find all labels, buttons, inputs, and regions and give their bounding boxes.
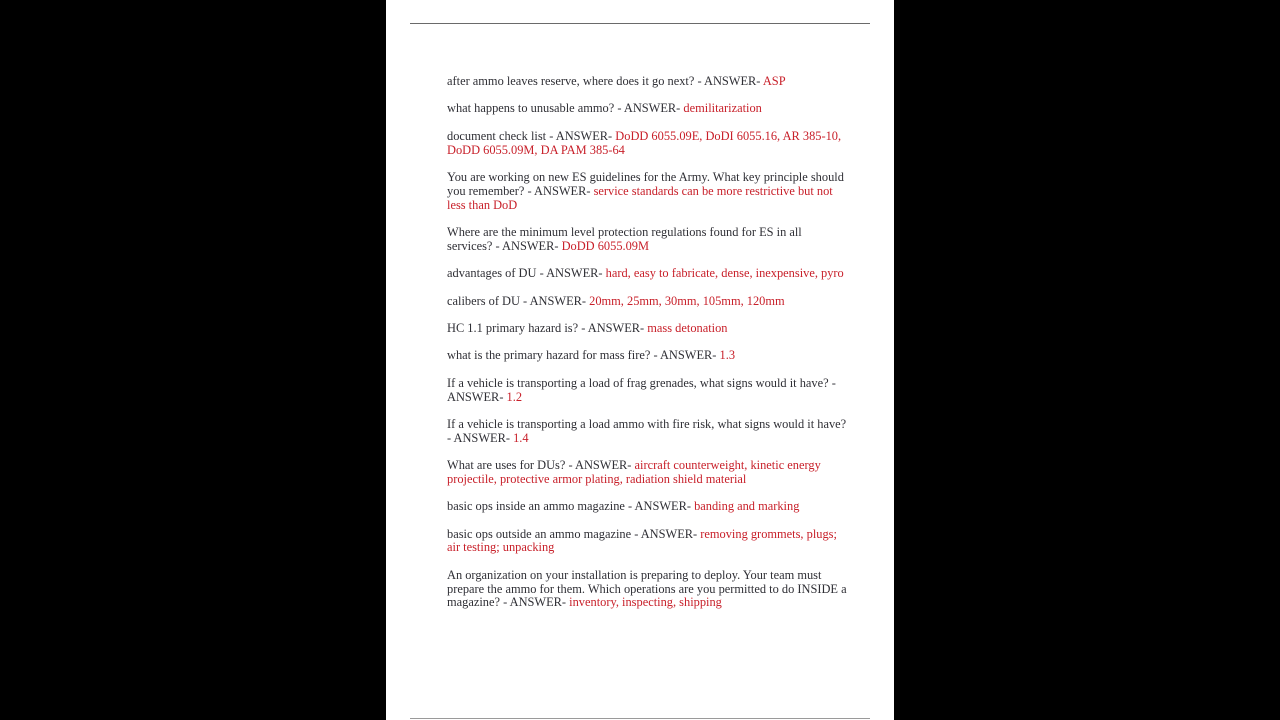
question-text: after ammo leaves reserve, where does it go next? (447, 74, 695, 88)
answer-prefix: - ANSWER- (492, 238, 562, 253)
answer-text: 1.2 (506, 389, 523, 404)
qa-item (447, 75, 847, 89)
header-rule (410, 23, 870, 24)
answer-prefix: - ANSWER- (694, 74, 763, 88)
question-text: basic ops inside an ammo magazine (447, 499, 625, 514)
qa-item (447, 459, 847, 487)
question-text: What are uses for DUs? (447, 458, 566, 473)
qa-item (447, 569, 847, 610)
question-text: You are working on new ES guidelines for the Army. What key principle should you remember? (447, 169, 844, 198)
answer-text: banding and marking (694, 499, 800, 514)
answer-text: inventory, inspecting, shipping (569, 595, 722, 610)
qa-item (447, 267, 847, 281)
question-text: If a vehicle is transporting a load ammo with fire risk, what signs would it have? (447, 416, 847, 431)
answer-text: aircraft counterweight, kinetic energy projectile, protective armor plating, radiation shield material (447, 458, 821, 486)
qa-item (447, 377, 847, 405)
question-text: what happens to unusable ammo? (447, 101, 615, 116)
qa-item (447, 102, 847, 116)
qa-item (447, 349, 847, 363)
answer-prefix: - ANSWER- (565, 458, 635, 473)
answer-prefix: - ANSWER- (578, 320, 648, 335)
answer-prefix: - ANSWER- (447, 430, 514, 445)
answer-prefix: - ANSWER- (624, 499, 695, 514)
answer-prefix: - ANSWER- (519, 293, 590, 308)
answer-prefix: - ANSWER- (536, 266, 606, 281)
answer-prefix: - ANSWER- (631, 526, 701, 541)
qa-item (447, 418, 847, 446)
qa-item (447, 226, 847, 254)
question-text: HC 1.1 primary hazard is? (447, 320, 579, 335)
answer-prefix: - ANSWER- (447, 375, 836, 404)
qa-item (447, 171, 847, 212)
answer-prefix: - ANSWER- (650, 348, 720, 363)
answer-text: removing grommets, plugs; air testing; unpacking (447, 526, 837, 555)
question-text: If a vehicle is transporting a load of frag grenades, what signs would it have? (447, 375, 829, 390)
answer-text: mass detonation (647, 320, 728, 335)
qa-list (447, 75, 847, 624)
answer-text: hard, easy to fabricate, dense, inexpensive, pyro (605, 266, 844, 281)
question-text: advantages of DU (447, 266, 537, 281)
document-page (386, 0, 894, 720)
answer-prefix: - ANSWER- (499, 595, 570, 610)
qa-item (447, 130, 847, 158)
answer-prefix: - ANSWER- (524, 183, 594, 198)
question-text: Where are the minimum level protection regulations found for ES in all services? (447, 224, 802, 253)
question-text: calibers of DU (447, 293, 520, 308)
qa-item (447, 528, 847, 556)
question-text: what is the primary hazard for mass fire? (447, 348, 651, 363)
answer-text: DoDD 6055.09E, DoDI 6055.16, AR 385-10, DoDD 6055.09M, DA PAM 385-64 (447, 128, 842, 157)
answer-text: ASP (762, 74, 786, 88)
qa-item (447, 500, 847, 514)
question-text: basic ops outside an ammo magazine (447, 526, 632, 541)
answer-prefix: - ANSWER- (546, 128, 616, 143)
answer-text: service standards can be more restrictive but not less than DoD (447, 183, 833, 212)
answer-text: DoDD 6055.09M (561, 238, 650, 253)
answer-text: demilitarization (683, 101, 762, 116)
qa-item (447, 295, 847, 309)
question-text: An organization on your installation is preparing to deploy. Your team must prepare the ammo for them. Which operations are you permitted to do INSIDE a magazine? (447, 567, 847, 610)
footer-rule (410, 718, 870, 719)
answer-text: 1.4 (513, 430, 529, 445)
answer-text: 1.3 (719, 348, 736, 363)
qa-item (447, 322, 847, 336)
question-text: document check list (447, 128, 547, 143)
answer-text: 20mm, 25mm, 30mm, 105mm, 120mm (589, 293, 785, 308)
answer-prefix: - ANSWER- (614, 101, 684, 116)
